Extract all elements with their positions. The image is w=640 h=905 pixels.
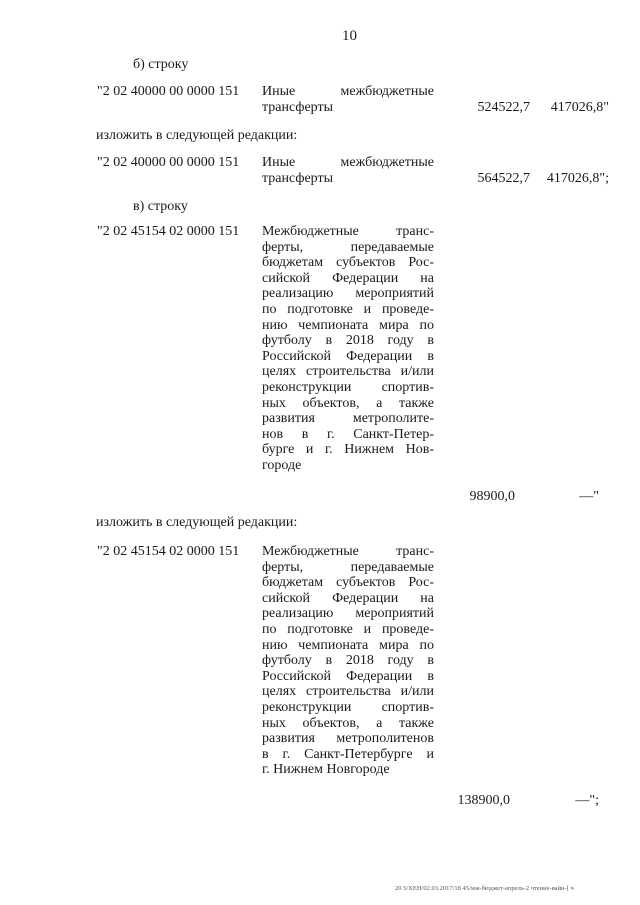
desc-line: нию чемпионата мира по — [262, 637, 434, 653]
desc-line: Иные межбюджетные — [262, 155, 434, 170]
section-b-old-value-2: 417026,8" — [550, 100, 609, 115]
desc-line: футболу в 2018 году в — [262, 653, 434, 669]
section-v-old-value-2: —" — [579, 489, 599, 504]
desc-line: Российской Федерации в — [262, 348, 434, 364]
desc-line: Межбюджетные транс- — [262, 544, 434, 559]
desc-line: нию чемпионата мира по — [262, 317, 434, 333]
footer-path: 20 5/ХЕН/02.03.2017/18 45/мж-бюджет-апрель-2 чтение-вайн-[ ч — [395, 885, 574, 892]
desc-line: Иные межбюджетные — [262, 84, 434, 99]
section-v-new-value-1: 138900,0 — [457, 793, 510, 808]
desc-line: ферты, передаваемые — [262, 559, 434, 575]
desc-line: ных объектов, а также — [262, 715, 434, 731]
desc-line: бурге и г. Нижнем Нов- — [262, 442, 434, 458]
desc-line: развития метрополитенов — [262, 731, 434, 747]
section-v-old-code: "2 02 45154 02 0000 151 — [97, 224, 240, 239]
desc-line: реконструкции спортив- — [262, 379, 434, 395]
desc-line: в г. Санкт-Петербурге и — [262, 746, 434, 762]
section-v-new-desc — [262, 544, 434, 778]
section-b-intro: б) строку — [133, 57, 189, 72]
section-b-old-value-1: 524522,7 — [477, 100, 530, 115]
desc-line: футболу в 2018 году в — [262, 333, 434, 349]
desc-line: сийской Федерации на — [262, 270, 434, 286]
desc-line: бюджетам субъектов Рос- — [262, 255, 434, 271]
desc-line: нов в г. Санкт-Петер- — [262, 426, 434, 442]
section-v-old-value-1: 98900,0 — [469, 489, 515, 504]
desc-line: целях строительства и/или — [262, 684, 434, 700]
page-number: 10 — [342, 28, 357, 44]
desc-line: реализацию мероприятий — [262, 286, 434, 302]
section-v-new-value-2: —"; — [575, 793, 599, 808]
section-b-new-value-1: 564522,7 — [477, 171, 530, 186]
desc-line: по подготовке и проведе- — [262, 621, 434, 637]
section-v-intro: в) строку — [133, 199, 188, 214]
section-v-new-code: "2 02 45154 02 0000 151 — [97, 544, 240, 559]
section-b-new-desc — [262, 155, 434, 186]
desc-line: развития метрополитe- — [262, 411, 434, 427]
desc-line: по подготовке и проведе- — [262, 301, 434, 317]
desc-line: городе — [262, 457, 302, 473]
desc-line: трансферты — [262, 99, 334, 115]
section-b-old-desc — [262, 84, 434, 115]
desc-line: Российской Федерации в — [262, 668, 434, 684]
desc-line: г. Нижнем Новгороде — [262, 762, 390, 778]
desc-line: трансферты — [262, 170, 334, 186]
desc-line: реконструкции спортив- — [262, 699, 434, 715]
section-v-old-desc — [262, 224, 434, 474]
section-v-connector: изложить в следующей редакции: — [96, 515, 298, 530]
desc-line: ных объектов, а также — [262, 395, 434, 411]
desc-line: бюджетам субъектов Рос- — [262, 575, 434, 591]
desc-line: реализацию мероприятий — [262, 606, 434, 622]
desc-line: Межбюджетные транс- — [262, 224, 434, 239]
desc-line: целях строительства и/или — [262, 364, 434, 380]
section-b-new-code: "2 02 40000 00 0000 151 — [97, 155, 240, 170]
section-b-new-value-2: 417026,8"; — [546, 171, 609, 186]
section-b-connector: изложить в следующей редакции: — [96, 128, 298, 143]
section-b-old-code: "2 02 40000 00 0000 151 — [97, 84, 240, 99]
desc-line: ферты, передаваемые — [262, 239, 434, 255]
desc-line: сийской Федерации на — [262, 590, 434, 606]
